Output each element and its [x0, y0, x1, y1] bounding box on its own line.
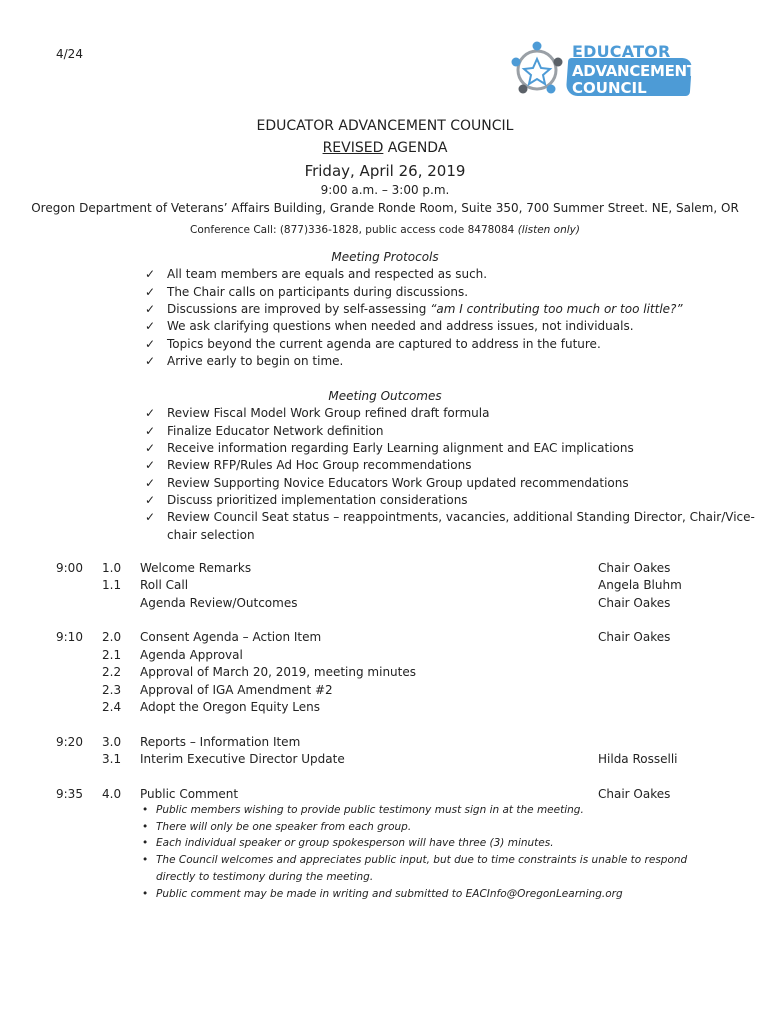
- checkmark-icon: ✓: [145, 406, 156, 420]
- meeting-time: 9:00 a.m. – 3:00 p.m.: [320, 183, 450, 197]
- public-comment-bullet: [142, 888, 623, 900]
- logo-text-line1: EDUCATOR: [572, 42, 671, 61]
- public-comment-email-text: Public comment may be made in writing and submitted to EACInfo@OregonLearning.org: [156, 888, 623, 900]
- checkmark-icon: ✓: [145, 354, 156, 368]
- outcome-item: ✓ Review Supporting Novice Educators Work Group updated recommendations: [145, 476, 629, 490]
- meeting-location: Oregon Department of Veterans’ Affairs Building, Grande Ronde Room, Suite 350, 700 Summer Street. NE, Salem, OR: [31, 201, 739, 215]
- outcome-item: ✓ Finalize Educator Network definition: [145, 424, 384, 438]
- agenda-subnumber: 2.1: [102, 648, 122, 662]
- public-comment-bullet-continuation: directly to testimony during the meeting.: [156, 871, 374, 883]
- outcome-item: ✓ Receive information regarding Early Learning alignment and EAC implications: [145, 441, 634, 455]
- agenda-time: 9:20: [56, 735, 83, 749]
- bullet-icon: •: [142, 854, 149, 866]
- agenda-number: 2.0: [102, 630, 122, 644]
- conference-call-number: Conference Call: (877)336-1828, public access code 8478084: [190, 224, 515, 236]
- bullet-icon: •: [142, 804, 149, 816]
- checkmark-icon: ✓: [145, 319, 156, 333]
- public-comment-bullet: • There will only be one speaker from each group.: [142, 821, 412, 833]
- agenda-subnumber: 3.1: [102, 752, 122, 766]
- eac-logo: [511, 40, 697, 106]
- conference-call: [0, 224, 770, 236]
- meeting-date: Friday, April 26, 2019: [304, 162, 466, 180]
- bullet-icon: •: [142, 837, 149, 849]
- agenda-item-title: Public Comment: [140, 787, 239, 801]
- checkmark-icon: ✓: [145, 267, 156, 281]
- agenda-time: 9:35: [56, 787, 83, 801]
- protocol-item: ✓ All team members are equals and respected as such.: [145, 267, 488, 281]
- outcomes-heading: Meeting Outcomes: [328, 389, 442, 403]
- outcome-item: ✓ Review Council Seat status – reappointments, vacancies, additional Standing Director, Chair/Vice-: [145, 510, 755, 524]
- agenda-subitem: Agenda Approval: [140, 648, 243, 662]
- protocol-item: ✓ Discussions are improved by self-assessing “am I contributing too much or too little?”: [145, 302, 683, 316]
- checkmark-icon: ✓: [145, 458, 156, 472]
- agenda-subnumber: 2.4: [102, 700, 122, 714]
- checkmark-icon: ✓: [145, 510, 156, 524]
- agenda-subnumber: 2.3: [102, 683, 122, 697]
- checkmark-icon: ✓: [145, 441, 156, 455]
- agenda-subitem: Interim Executive Director Update: [140, 752, 345, 766]
- revised-word: REVISED: [322, 140, 384, 156]
- outcome-item: ✓ Review RFP/Rules Ad Hoc Group recommendations: [145, 458, 472, 472]
- protocol-item: ✓ We ask clarifying questions when needed and address issues, not individuals.: [145, 319, 634, 333]
- agenda-time: 9:00: [56, 561, 83, 575]
- agenda-item-title: Consent Agenda – Action Item: [140, 630, 322, 644]
- outcome-item: ✓ Discuss prioritized implementation considerations: [145, 493, 468, 507]
- bullet-icon: •: [142, 888, 149, 900]
- checkmark-icon: ✓: [145, 285, 156, 299]
- agenda-subnumber: 2.2: [102, 665, 122, 679]
- protocols-heading: Meeting Protocols: [331, 250, 439, 264]
- agenda-subitem: Approval of IGA Amendment #2: [140, 683, 333, 697]
- agenda-presenter: Chair Oakes: [598, 596, 671, 610]
- agenda-subitem: Approval of March 20, 2019, meeting minutes: [140, 665, 417, 679]
- checkmark-icon: ✓: [145, 493, 156, 507]
- public-comment-bullet: • Each individual speaker or group spokesperson will have three (3) minutes.: [142, 837, 554, 849]
- agenda-subnumber: 1.1: [102, 578, 122, 592]
- council-title: EDUCATOR ADVANCEMENT COUNCIL: [256, 118, 514, 134]
- agenda-number: 1.0: [102, 561, 122, 575]
- agenda-number: 4.0: [102, 787, 122, 801]
- logo-text-line3: COUNCIL: [572, 79, 647, 97]
- agenda-subitem: Adopt the Oregon Equity Lens: [140, 700, 320, 714]
- protocol-item: ✓ Topics beyond the current agenda are captured to address in the future.: [145, 337, 601, 351]
- protocol-item: ✓ The Chair calls on participants during discussions.: [145, 285, 469, 299]
- agenda-number: 3.0: [102, 735, 122, 749]
- agenda-item-title: Reports – Information Item: [140, 735, 301, 749]
- revised-agenda-heading: [0, 140, 770, 156]
- document-reference-date: 4/24: [56, 47, 83, 61]
- outcome-item-continuation: chair selection: [167, 528, 255, 542]
- logo-people-circle-icon: [511, 40, 563, 98]
- logo-text-line2: ADVANCEMENT: [572, 62, 697, 80]
- conference-call-note: (listen only): [514, 224, 580, 236]
- protocol-item: ✓ Arrive early to begin on time.: [145, 354, 344, 368]
- public-comment-bullet: • The Council welcomes and appreciates public input, but due to time constraints is unable to respond: [142, 854, 688, 866]
- agenda-word: AGENDA: [383, 140, 448, 156]
- checkmark-icon: ✓: [145, 476, 156, 490]
- agenda-presenter: Hilda Rosselli: [598, 752, 678, 766]
- agenda-presenter: Angela Bluhm: [598, 578, 682, 592]
- bullet-icon: •: [142, 821, 149, 833]
- agenda-presenter: Chair Oakes: [598, 630, 671, 644]
- agenda-presenter: Chair Oakes: [598, 787, 671, 801]
- agenda-subitem: Agenda Review/Outcomes: [140, 596, 298, 610]
- checkmark-icon: ✓: [145, 337, 156, 351]
- checkmark-icon: ✓: [145, 424, 156, 438]
- agenda-time: 9:10: [56, 630, 83, 644]
- agenda-presenter: Chair Oakes: [598, 561, 671, 575]
- checkmark-icon: ✓: [145, 302, 156, 316]
- agenda-subitem: Roll Call: [140, 578, 189, 592]
- agenda-item-title: Welcome Remarks: [140, 561, 252, 575]
- outcome-item: ✓ Review Fiscal Model Work Group refined draft formula: [145, 406, 490, 420]
- public-comment-bullet: • Public members wishing to provide public testimony must sign in at the meeting.: [142, 804, 584, 816]
